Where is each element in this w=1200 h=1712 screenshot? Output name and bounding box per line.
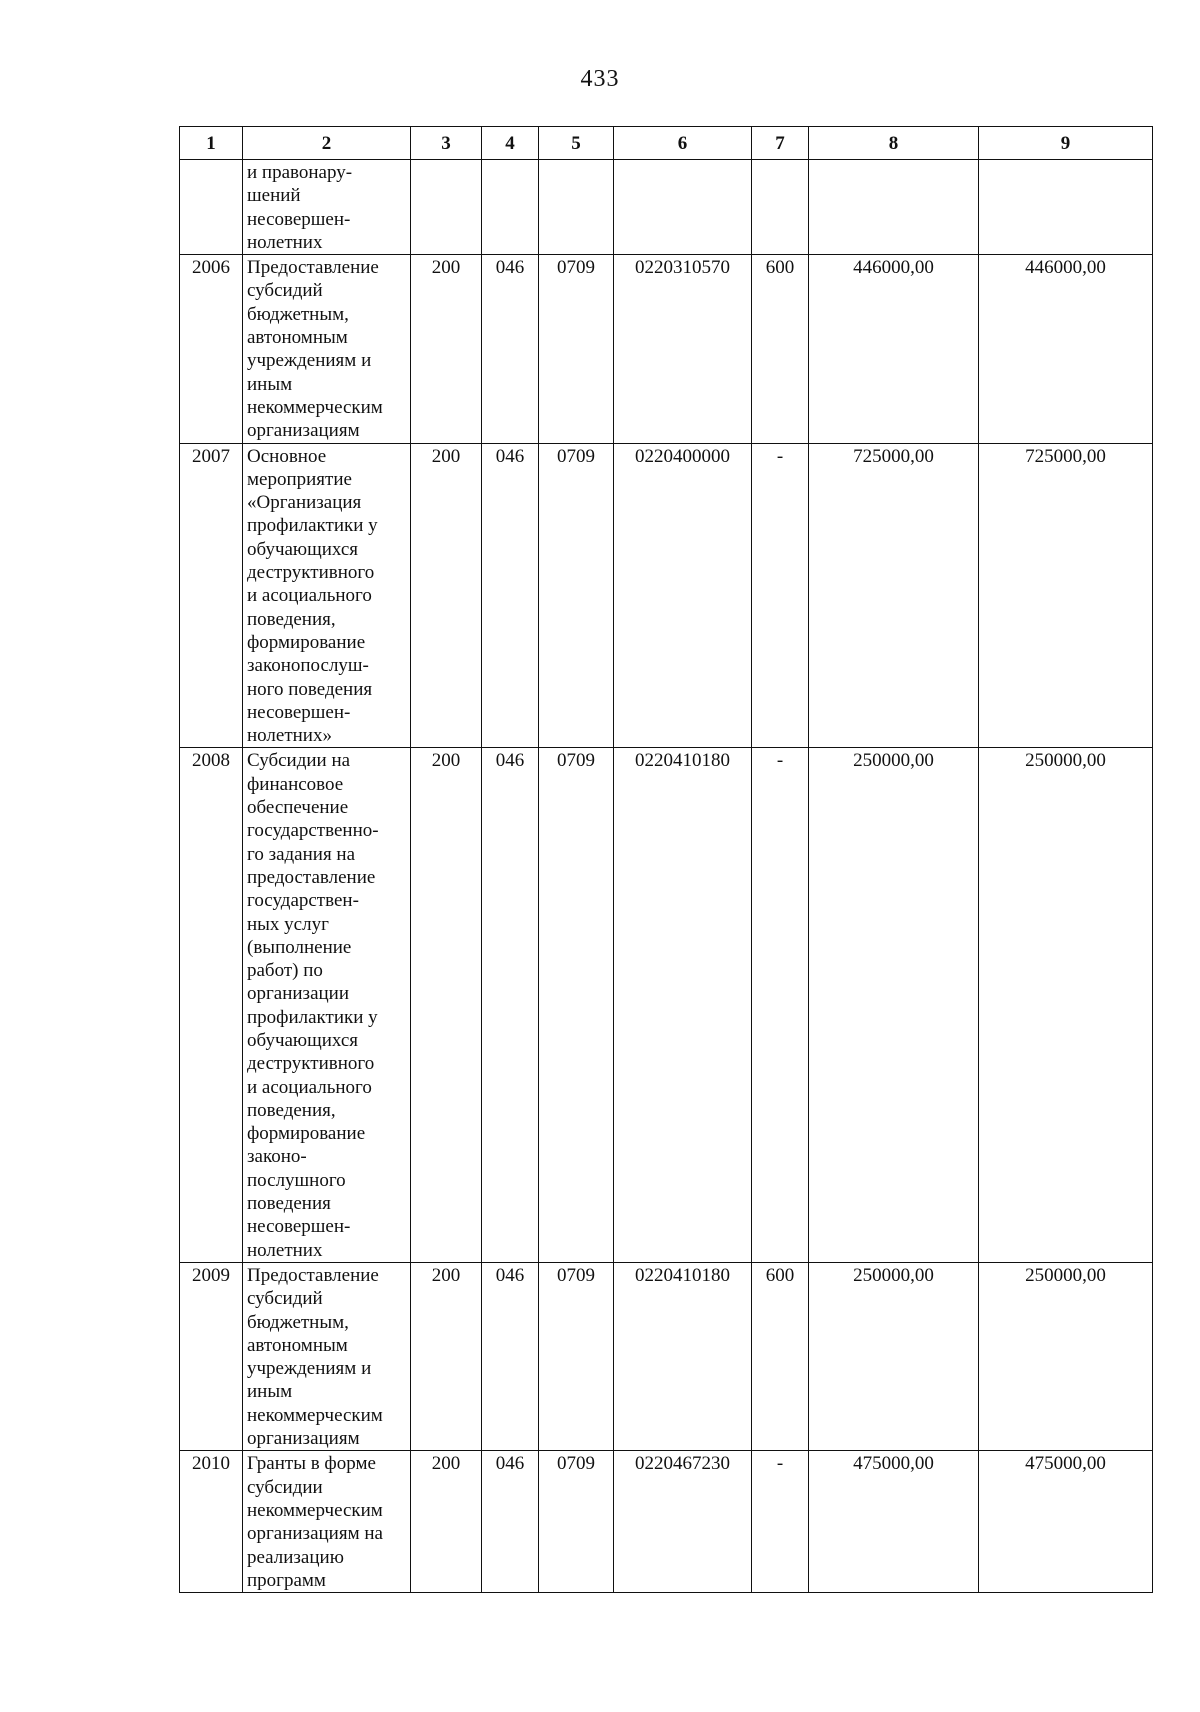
row-name-cell: Предоставление субсидий бюджетным, автономным учреждениям и иным некоммерческим организациям [243,255,411,443]
row-cell-c7: - [752,748,809,1263]
row-cell-c5: 0709 [539,443,614,748]
row-cell-c4: 046 [482,1262,539,1450]
row-name-cell: и правонару- шений несовершен- нолетних [243,160,411,255]
row-cell-c3: 200 [411,443,482,748]
header-cell: 9 [979,127,1153,160]
table-row [180,443,1153,748]
row-cell-c3: 200 [411,748,482,1263]
row-name-cell: Основное мероприятие «Организация профилактики у обучающихся деструктивного и асоциального поведения, формирование законопослуш- ного поведения несовершен- нолетних» [243,443,411,748]
row-cell [411,160,482,255]
row-cell-c6: 0220410180 [614,748,752,1263]
header-cell: 2 [243,127,411,160]
row-cell-c8: 475000,00 [809,1451,979,1593]
row-cell [809,160,979,255]
row-cell-c7: - [752,443,809,748]
row-cell-c8: 725000,00 [809,443,979,748]
row-number-cell: 2007 [180,443,243,748]
header-cell: 1 [180,127,243,160]
row-cell-c9: 446000,00 [979,255,1153,443]
row-cell-c3: 200 [411,1262,482,1450]
header-cell: 4 [482,127,539,160]
row-name-cell: Предоставление субсидий бюджетным, автономным учреждениям и иным некоммерческим организациям [243,1262,411,1450]
row-cell-c8: 446000,00 [809,255,979,443]
row-number-cell: 2006 [180,255,243,443]
row-cell-c9: 725000,00 [979,443,1153,748]
table-row [180,748,1153,1263]
row-cell-c6: 0220310570 [614,255,752,443]
header-cell: 7 [752,127,809,160]
table-row [180,1262,1153,1450]
row-cell-c8: 250000,00 [809,1262,979,1450]
row-number-cell: 2008 [180,748,243,1263]
table-row [180,1451,1153,1593]
row-cell [539,160,614,255]
row-cell-c6: 0220467230 [614,1451,752,1593]
row-cell-c9: 250000,00 [979,748,1153,1263]
row-cell [752,160,809,255]
row-cell [614,160,752,255]
budget-table [179,126,1153,1593]
header-cell: 8 [809,127,979,160]
row-cell-c4: 046 [482,1451,539,1593]
row-cell-c6: 0220400000 [614,443,752,748]
row-cell-c5: 0709 [539,748,614,1263]
header-cell: 5 [539,127,614,160]
row-cell-c7: 600 [752,1262,809,1450]
row-cell-c5: 0709 [539,1451,614,1593]
row-number-cell [180,160,243,255]
table-row-continuation [180,160,1153,255]
header-cell: 3 [411,127,482,160]
row-cell-c7: - [752,1451,809,1593]
row-name-cell: Субсидии на финансовое обеспечение государственно- го задания на предоставление государствен- ных услуг (выполнение работ) по организации профилактики у обучающихся деструктивного и асоциального поведения, формирование законо- послушного поведения несовершен- нолетних [243,748,411,1263]
page-number: 433 [580,66,620,92]
row-cell-c6: 0220410180 [614,1262,752,1450]
header-row [180,127,1153,160]
row-cell [979,160,1153,255]
row-cell-c4: 046 [482,255,539,443]
row-cell-c5: 0709 [539,255,614,443]
row-number-cell: 2010 [180,1451,243,1593]
header-cell: 6 [614,127,752,160]
row-cell-c4: 046 [482,443,539,748]
row-cell-c9: 250000,00 [979,1262,1153,1450]
row-cell-c4: 046 [482,748,539,1263]
row-cell-c9: 475000,00 [979,1451,1153,1593]
row-cell-c8: 250000,00 [809,748,979,1263]
table-row [180,255,1153,443]
row-number-cell: 2009 [180,1262,243,1450]
row-cell-c3: 200 [411,1451,482,1593]
row-name-cell: Гранты в форме субсидии некоммерческим организациям на реализацию программ [243,1451,411,1593]
row-cell [482,160,539,255]
row-cell-c7: 600 [752,255,809,443]
row-cell-c3: 200 [411,255,482,443]
row-cell-c5: 0709 [539,1262,614,1450]
